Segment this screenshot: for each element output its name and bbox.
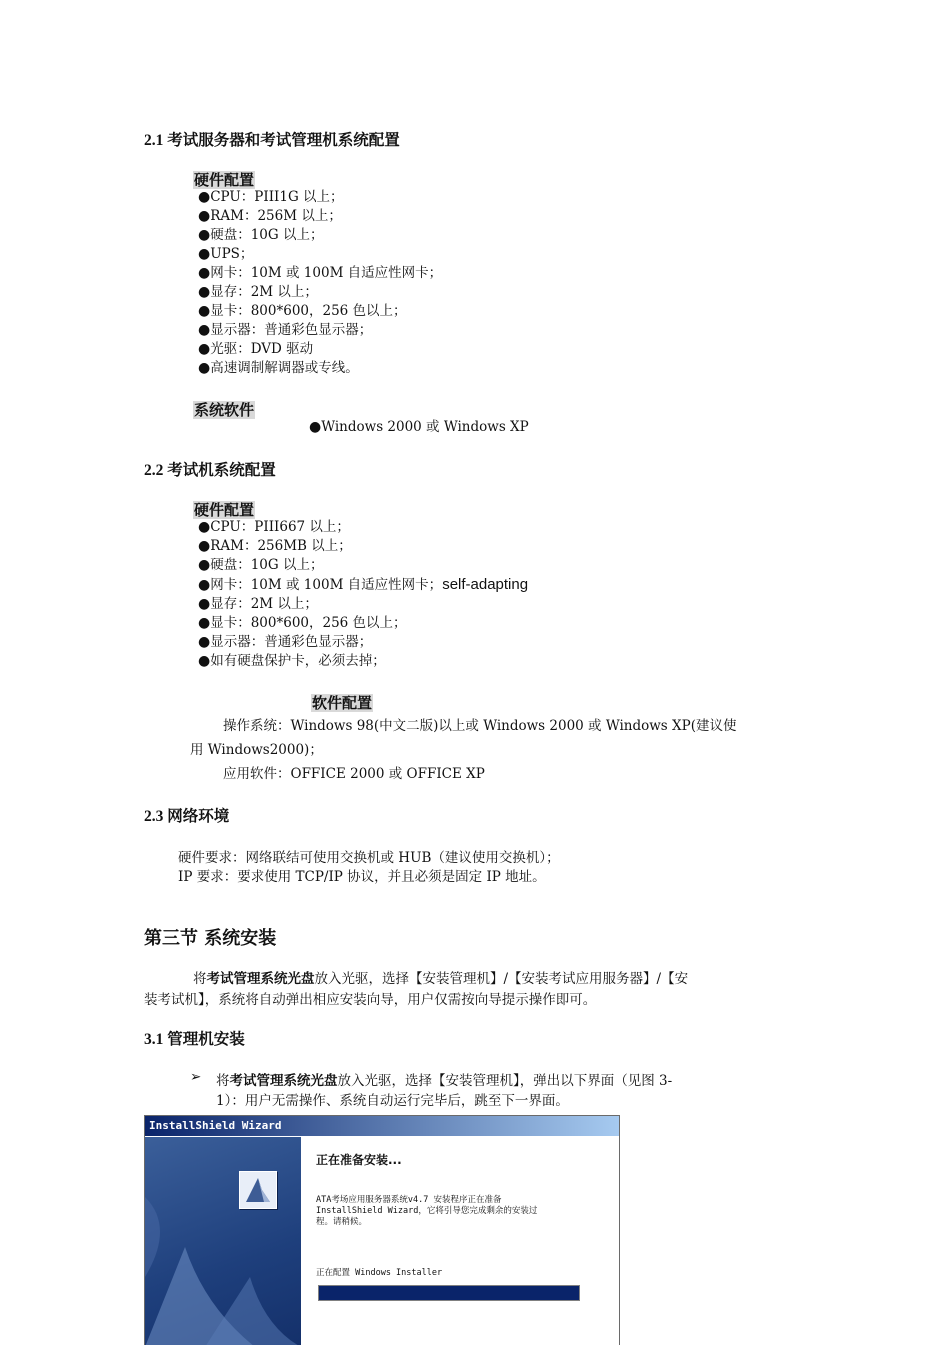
list-item: ●高速调制解调器或专线。 xyxy=(198,360,359,376)
system-software-label: 系统软件 xyxy=(194,401,255,419)
bullet-icon: ● xyxy=(198,615,211,631)
list-item: ●硬盘：10G 以上； xyxy=(198,227,324,243)
install-step-1: 将考试管理系统光盘放入光驱，选择【安装管理机】，弹出以下界面（见图 3- xyxy=(216,1073,673,1089)
tent-graphic-icon xyxy=(145,1137,301,1345)
bullet-icon: ● xyxy=(198,519,211,535)
list-item: ●RAM：256MB 以上； xyxy=(198,538,352,554)
progress-fill xyxy=(319,1286,579,1300)
install-paragraph: 将考试管理系统光盘放入光驱，选择【安装管理机】/【安装考试应用服务器】/【安 xyxy=(193,971,689,987)
hardware-list-client xyxy=(198,518,528,671)
bullet-icon: ● xyxy=(198,227,211,243)
list-item: ●如有硬盘保护卡，必须去掉； xyxy=(198,653,386,669)
wizard-side-panel xyxy=(145,1137,301,1345)
list-item: ●光驱：DVD 驱动 xyxy=(198,341,314,357)
section-3-heading: 第三节 系统安装 xyxy=(144,928,277,949)
bullet-icon: ● xyxy=(198,360,211,376)
section-2-1-heading: 2.1 考试服务器和考试管理机系统配置 xyxy=(144,132,400,149)
bullet-icon: ● xyxy=(198,303,211,319)
bullet-icon: ● xyxy=(198,284,211,300)
list-item: ●显示器：普通彩色显示器； xyxy=(198,634,373,650)
hardware-config-label: 硬件配置 xyxy=(194,171,255,189)
list-item: ●RAM：256M 以上； xyxy=(198,208,342,224)
os-line-cont: 用 Windows2000)； xyxy=(190,742,323,758)
list-item: ●显存：2M 以上； xyxy=(198,284,318,300)
wizard-content xyxy=(302,1137,619,1345)
section-2-2-heading: 2.2 考试机系统配置 xyxy=(144,462,276,479)
wizard-status: 正在配置 Windows Installer xyxy=(316,1268,443,1278)
install-step-1-cont: 1）：用户无需操作、系统自动运行完毕后，跳至下一界面。 xyxy=(216,1093,569,1109)
wizard-titlebar: InstallShield Wizard xyxy=(145,1116,619,1136)
list-item: ●CPU：PIII1G 以上； xyxy=(198,189,344,205)
network-ip-line: IP 要求：要求使用 TCP/IP 协议，并且必须是固定 IP 地址。 xyxy=(178,869,546,885)
bullet-icon: ● xyxy=(198,557,211,573)
list-item: ●Windows 2000 或 Windows XP xyxy=(309,419,529,435)
list-item: ●显卡：800*600，256 色以上； xyxy=(198,303,407,319)
bullet-icon: ● xyxy=(198,265,211,281)
install-paragraph-cont: 装考试机】，系统将自动弹出相应安装向导，用户仅需按向导提示操作即可。 xyxy=(144,992,597,1008)
list-item: ●硬盘：10G 以上； xyxy=(198,557,324,573)
list-item: ●显卡：800*600，256 色以上； xyxy=(198,615,407,631)
section-3-1-heading: 3.1 管理机安装 xyxy=(144,1031,245,1048)
installshield-wizard-window xyxy=(144,1115,620,1345)
bullet-icon: ● xyxy=(198,246,211,262)
arrow-bullet-icon: ➢ xyxy=(190,1069,202,1085)
bullet-icon: ● xyxy=(198,577,211,593)
bullet-icon: ● xyxy=(198,189,211,205)
network-hw-line: 硬件要求：网络联结可使用交换机或 HUB（建议使用交换机）； xyxy=(178,850,560,866)
hardware-config-label-2: 硬件配置 xyxy=(194,501,255,519)
installer-logo-icon xyxy=(239,1171,277,1209)
hardware-list-server xyxy=(198,188,442,378)
bullet-icon: ● xyxy=(198,341,211,357)
list-item: ●网卡：10M 或 100M 自适应性网卡； xyxy=(198,265,443,281)
bullet-icon: ● xyxy=(198,596,211,612)
list-item: ●CPU：PIII667 以上； xyxy=(198,519,350,535)
section-2-3-heading: 2.3 网络环境 xyxy=(144,808,230,825)
wizard-heading: 正在准备安装... xyxy=(316,1153,402,1167)
list-item: ●显存：2M 以上； xyxy=(198,596,318,612)
bullet-icon: ● xyxy=(198,322,211,338)
bullet-icon: ● xyxy=(198,634,211,650)
bullet-icon: ● xyxy=(198,653,211,669)
app-line: 应用软件：OFFICE 2000 或 OFFICE XP xyxy=(223,766,485,782)
os-line: 操作系统：Windows 98(中文二版)以上或 Windows 2000 或 Windows XP(建议使 xyxy=(223,718,737,734)
list-item: ●UPS； xyxy=(198,246,254,262)
list-item: ●网卡：10M 或 100M 自适应性网卡；self-adapting xyxy=(198,576,529,593)
list-item: ●显示器：普通彩色显示器； xyxy=(198,322,373,338)
bullet-icon: ● xyxy=(198,208,211,224)
nic-english-note: self-adapting xyxy=(442,576,529,593)
wizard-description: ATA考场应用服务器系统v4.7 安装程序正在准备 InstallShield Wizard，它将引导您完成剩余的安装过 程。请稍候。 xyxy=(316,1195,538,1227)
bullet-icon: ● xyxy=(198,538,211,554)
software-config-label: 软件配置 xyxy=(312,694,373,712)
progress-bar xyxy=(318,1285,580,1301)
